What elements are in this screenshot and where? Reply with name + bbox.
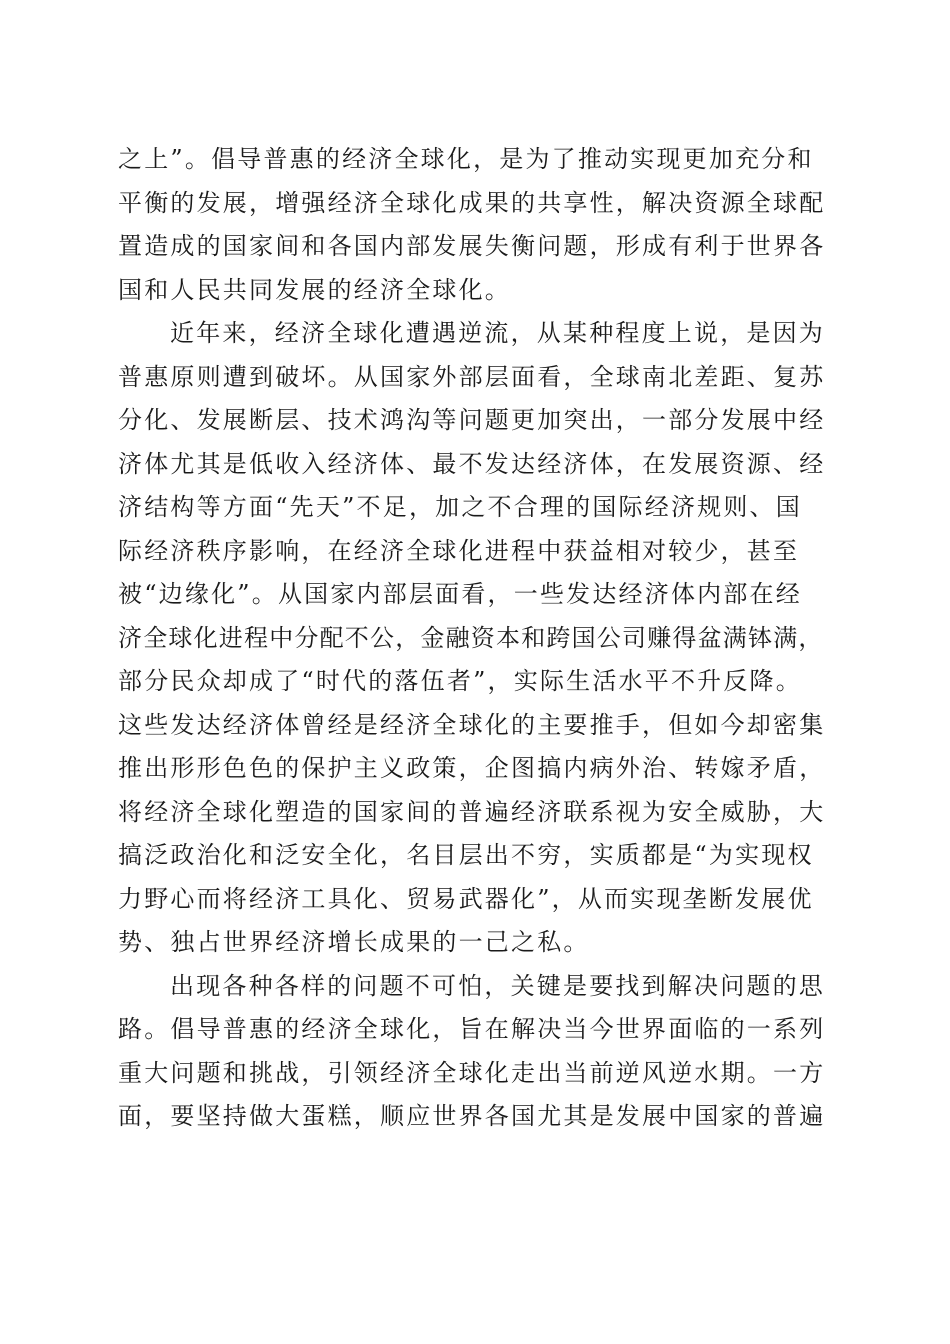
text-line: 力野心而将经济工具化、贸易武器化”，从而实现垄断发展优 [118, 884, 814, 913]
text-line: 济全球化进程中分配不公，金融资本和跨国公司赚得盆满钵满， [118, 623, 824, 652]
body-text [118, 138, 830, 1139]
text-line: 被“边缘化”。从国家内部层面看，一些发达经济体内部在经 [118, 580, 802, 608]
text-line: 置造成的国家间和各国内部发展失衡问题，形成有利于世界各 [118, 232, 826, 260]
text-line: 势、独占世界经济增长成果的一己之私。 [118, 928, 590, 956]
text-line: 面，要坚持做大蛋糕，顺应世界各国尤其是发展中国家的普遍 [118, 1102, 826, 1130]
text-line: 这些发达经济体曾经是经济全球化的主要推手，但如今却密集 [118, 710, 826, 739]
text-line: 推出形形色色的保护主义政策，企图搞内病外治、转嫁矛盾， [118, 754, 826, 782]
text-line: 部分民众却成了“时代的落伍者”，实际生活水平不升反降。 [118, 667, 802, 695]
text-line: 搞泛政治化和泛安全化，名目层出不穷，实质都是“为实现权 [118, 841, 814, 869]
text-line: 重大问题和挑战，引领经济全球化走出当前逆风逆水期。一方 [118, 1058, 826, 1087]
text-line: 之上”。倡导普惠的经济全球化，是为了推动实现更加充分和 [118, 145, 814, 173]
text-line: 将经济全球化塑造的国家间的普遍经济联系视为安全威胁，大 [118, 797, 826, 826]
paragraph-start-line: 出现各种各样的问题不可怕，关键是要找到解决问题的思 [170, 971, 825, 1000]
text-line: 际经济秩序影响，在经济全球化进程中获益相对较少，甚至 [118, 536, 800, 565]
text-line: 济体尤其是低收入经济体、最不发达经济体，在发展资源、经 [118, 449, 826, 478]
text-line: 国和人民共同发展的经济全球化。 [118, 275, 511, 304]
paragraph-start-line: 近年来，经济全球化遭遇逆流，从某种程度上说，是因为 [170, 319, 825, 347]
text-line: 济结构等方面“先天”不足，加之不合理的国际经济规则、国 [118, 493, 802, 521]
text-line: 平衡的发展，增强经济全球化成果的共享性，解决资源全球配 [118, 188, 826, 217]
text-line: 路。倡导普惠的经济全球化，旨在解决当今世界面临的一系列 [118, 1015, 826, 1043]
text-line: 分化、发展断层、技术鸿沟等问题更加突出，一部分发展中经 [118, 406, 826, 434]
text-line: 普惠原则遭到破坏。从国家外部层面看，全球南北差距、复苏 [118, 362, 826, 391]
